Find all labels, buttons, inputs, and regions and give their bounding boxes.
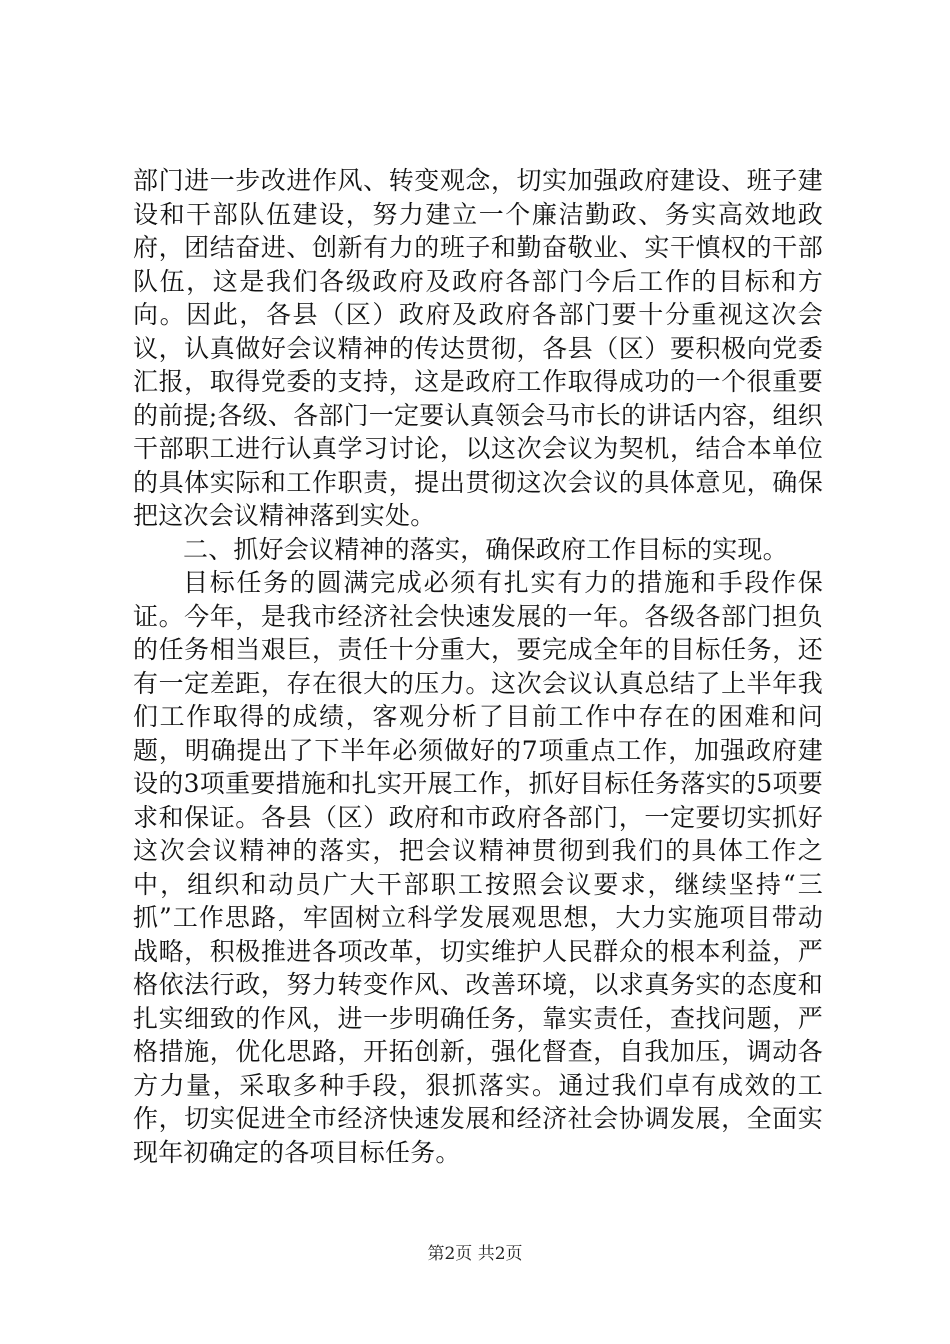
- page-number-label: 第2页 共2页: [427, 1244, 523, 1264]
- page-footer: [0, 1243, 950, 1265]
- body-paragraph-continuation: 部门进一步改进作风、转变观念，切实加强政府建设、班子建设和干部队伍建设，努力建立一个廉洁勤政、务实高效地政府，团结奋进、创新有力的班子和勤奋敬业、实干慎权的干部队伍，这是我们各级政府及政府各部门今后工作的目标和方向。因此，各县（区）政府及政府各部门要十分重视这次会议，认真做好会议精神的传达贯彻，各县（区）要积极向党委汇报，取得党委的支持，这是政府工作取得成功的一个很重要的前提;各级、各部门一定要认真领会马市长的讲话内容，组织干部职工进行认真学习讨论，以这次会议为契机，结合本单位的具体实际和工作职责，提出贯彻这次会议的具体意见，确保把这次会议精神落到实处。: [133, 166, 823, 530]
- document-body: [133, 164, 823, 1169]
- section-heading: 二、抓好会议精神的落实，确保政府工作目标的实现。: [183, 534, 788, 564]
- body-paragraph: 目标任务的圆满完成必须有扎实有力的措施和手段作保证。今年，是我市经济社会快速发展的一年。各级各部门担负的任务相当艰巨，责任十分重大，要完成全年的目标任务，还有一定差距，存在很大的压力。这次会议认真总结了上半年我们工作取得的成绩，客观分析了目前工作中存在的困难和问题，明确提出了下半年必须做好的7项重点工作，加强政府建设的3项重要措施和扎实开展工作，抓好目标任务落实的5项要求和保证。各县（区）政府和市政府各部门，一定要切实抓好这次会议精神的落实，把会议精神贯彻到我们的具体工作之中，组织和动员广大干部职工按照会议要求，继续坚持“三抓”工作思路，牢固树立科学发展观思想，大力实施项目带动战略，积极推进各项改革，切实维护人民群众的根本利益，严格依法行政，努力转变作风、改善环境，以求真务实的态度和扎实细致的作风，进一步明确任务，靠实责任，查找问题，严格措施，优化思路，开拓创新，强化督查，自我加压，调动各方力量，采取多种手段，狠抓落实。通过我们卓有成效的工作，切实促进全市经济快速发展和经济社会协调发展，全面实现年初确定的各项目标任务。: [133, 568, 823, 1167]
